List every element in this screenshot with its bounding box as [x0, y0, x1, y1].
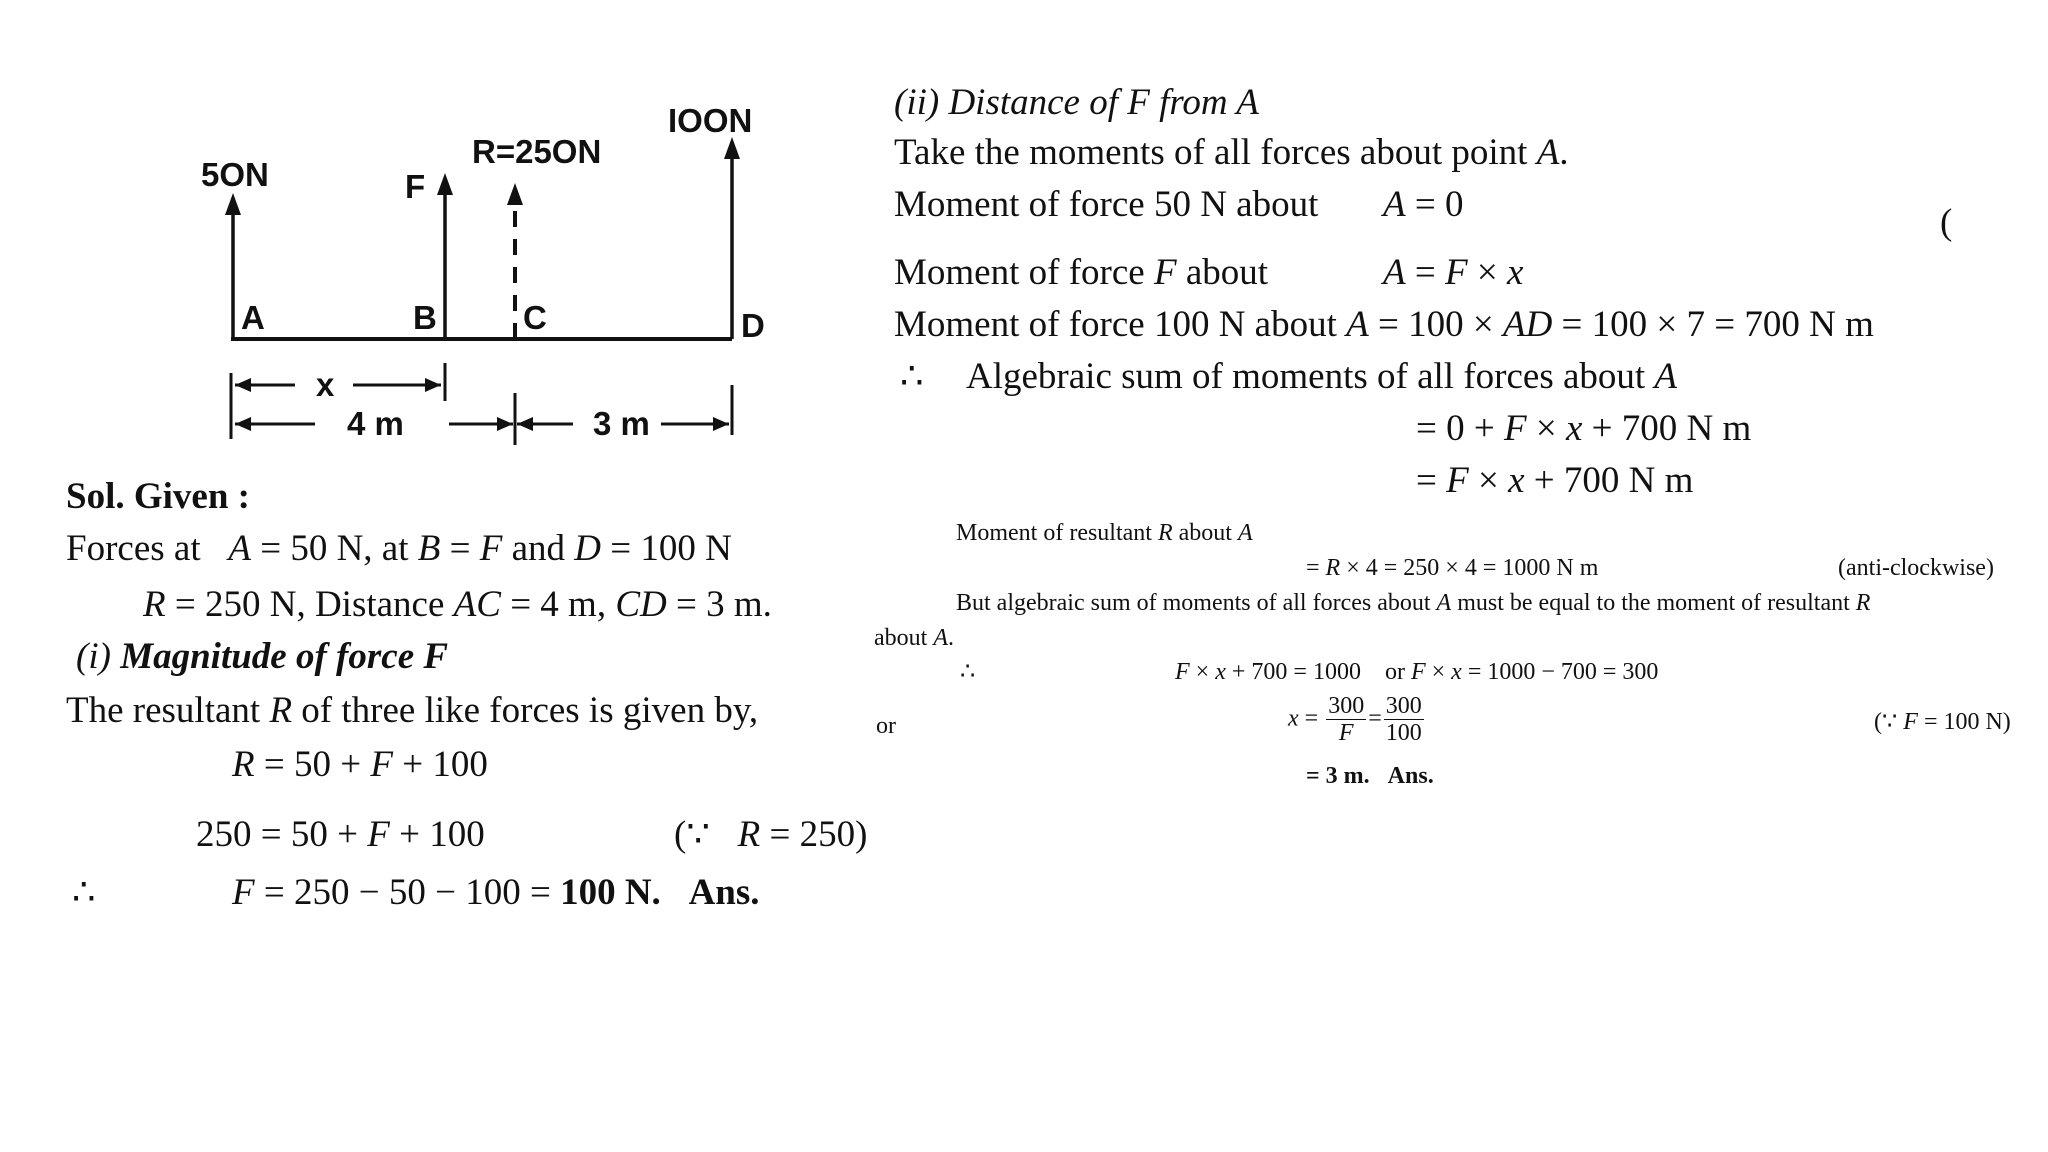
therefore-symbol-left: ∴ — [72, 872, 96, 913]
force-50-arrowhead — [225, 193, 241, 215]
frac1-numerator: 300 — [1328, 693, 1365, 719]
take-moments-end: . — [1559, 132, 1569, 173]
dim-4m-arrow-right — [497, 417, 513, 431]
final-eq: = 3 m. — [1306, 763, 1370, 789]
moment-res-pre: Moment of resultant — [956, 520, 1158, 546]
about-end: . — [948, 625, 954, 651]
x-symbol: x — [1288, 705, 1299, 732]
moment-f-label — [894, 254, 1268, 291]
forces-line — [66, 530, 732, 567]
point-c-label: C — [523, 299, 547, 336]
forces-and: and — [502, 528, 575, 569]
force-diagram — [195, 95, 780, 455]
eq-x2: x — [1451, 659, 1462, 685]
frac2-numerator: 300 — [1385, 693, 1422, 719]
eq3-mid: = 250 − 50 − 100 = — [254, 872, 561, 913]
therefore-symbol-small: ∴ — [960, 659, 976, 685]
mf-f: F — [1444, 252, 1468, 293]
point-d-label: D — [741, 307, 765, 344]
cd-symbol: CD — [615, 584, 667, 625]
moment-100-line — [894, 306, 1874, 343]
because-f-note — [1874, 710, 2011, 734]
point-b-label: B — [413, 299, 437, 336]
point-a-label: A — [241, 299, 265, 336]
force-f-arrowhead — [437, 173, 453, 195]
frac-eq: = — [1368, 705, 1382, 732]
frac1-denominator: F — [1338, 720, 1354, 747]
moment-res-a: A — [1237, 520, 1253, 546]
about-a-line — [874, 626, 954, 650]
res-calc-pre: = — [1306, 555, 1326, 581]
resultant-pre: The resultant — [66, 690, 270, 731]
m100-ad: AD — [1502, 304, 1553, 345]
resultant-distance-line — [143, 586, 772, 623]
eq2-r-val: = 250) — [760, 814, 868, 855]
part-ii-heading — [894, 84, 1259, 121]
eq-f2: F — [1410, 659, 1426, 685]
mf-a: A — [1383, 252, 1406, 293]
final-result — [1306, 764, 1434, 788]
moment-50-value — [1383, 186, 1463, 223]
eq3-f: F — [232, 872, 255, 913]
therefore-symbol-right: ∴ — [900, 356, 924, 397]
res-calc-end: × 4 = 250 × 4 = 1000 N m — [1340, 555, 1599, 581]
forces-b: B — [417, 528, 441, 569]
eq2-f: F — [367, 814, 390, 855]
forces-f: F — [479, 528, 503, 569]
part-i-title: Magnitude of force F — [120, 636, 449, 677]
because-f-pre: (∵ — [1874, 709, 1904, 735]
resultant-post: of three like forces is given by, — [292, 690, 759, 731]
eq3-answer: 100 N. — [560, 872, 661, 913]
alg-sum-a: A — [1654, 356, 1678, 397]
equation-3 — [232, 874, 760, 911]
eq2-r: R — [737, 814, 761, 855]
equation-2-because — [674, 816, 867, 853]
forces-b-eq: = — [440, 528, 480, 569]
or-label: or — [876, 713, 896, 739]
but-line-a: A — [1436, 590, 1452, 616]
dim-4m-arrow-left — [235, 417, 251, 431]
fraction-300-over-100 — [1384, 693, 1424, 747]
forces-d: D — [574, 528, 602, 569]
resultant-r: R — [269, 690, 293, 731]
ac-symbol: AC — [453, 584, 501, 625]
force-100-label: IOON — [668, 102, 753, 139]
forces-prefix: Forces at — [66, 528, 201, 569]
sum-eq2-times: × — [1468, 460, 1509, 501]
eq-mid: + 700 = 1000 — [1225, 659, 1361, 685]
because-f: F — [1903, 709, 1918, 735]
but-line-pre: But algebraic sum of moments of all forces about — [956, 590, 1437, 616]
moment-res-r: R — [1157, 520, 1173, 546]
eq-end: = 1000 − 700 = 300 — [1461, 659, 1659, 685]
equation-1 — [232, 746, 488, 783]
mf-label-f: F — [1153, 252, 1177, 293]
dim-x-arrow-right — [425, 378, 441, 392]
because-f-end: = 100 N) — [1917, 709, 2011, 735]
m50-val: = 0 — [1405, 184, 1464, 225]
sum-eq2-pre: = — [1416, 460, 1447, 501]
force-50-label: 5ON — [201, 156, 269, 193]
dim-x-arrow-left — [235, 378, 251, 392]
mf-x: x — [1506, 252, 1524, 293]
mf-label-post: about — [1176, 252, 1269, 293]
ac-value: = 4 m, — [500, 584, 616, 625]
moment-res-mid: about — [1172, 520, 1238, 546]
take-moments-a: A — [1536, 132, 1560, 173]
dim-3m-label: 3 m — [593, 405, 650, 442]
but-algebraic-line — [956, 591, 1870, 615]
eq1-r: R — [232, 744, 255, 785]
m50-a: A — [1383, 184, 1406, 225]
sum-eq1-x: x — [1565, 408, 1583, 449]
m100-mid: = 100 × — [1368, 304, 1503, 345]
x-fraction-equation — [1288, 693, 1426, 747]
eq-times2: × — [1425, 659, 1452, 685]
frac2-denominator: 100 — [1385, 720, 1422, 747]
sum-eq2-end: + 700 N m — [1524, 460, 1694, 501]
sum-eq1-end: + 700 N m — [1582, 408, 1752, 449]
eq2-because: (∵ — [674, 814, 710, 855]
sum-eq2-x: x — [1508, 460, 1525, 501]
equation-2 — [196, 816, 485, 853]
moment-resultant-line — [956, 521, 1253, 545]
eq-f: F — [1175, 659, 1190, 685]
final-answer: Ans. — [1387, 763, 1434, 789]
forces-a: A — [228, 528, 251, 569]
force-f-label: F — [405, 168, 426, 205]
eq1-mid: = 50 + — [254, 744, 371, 785]
dim-3m-arrow-right — [713, 417, 729, 431]
eq-times: × — [1189, 659, 1216, 685]
part-i-heading — [76, 638, 448, 675]
dim-4m-label: 4 m — [347, 405, 404, 442]
take-moments-line — [894, 134, 1569, 171]
sum-equation-2 — [1416, 462, 1693, 499]
sum-eq1-pre: = 0 + — [1416, 408, 1504, 449]
res-calc-r: R — [1325, 555, 1341, 581]
m100-a: A — [1346, 304, 1369, 345]
m100-pre: Moment of force 100 N about — [894, 304, 1347, 345]
part-ii-number: (ii) — [894, 82, 940, 123]
stray-paren: ( — [1940, 202, 1953, 243]
eq2-end: + 100 — [389, 814, 485, 855]
take-moments-pre: Take the moments of all forces about point — [894, 132, 1537, 173]
resultant-calc-line — [1306, 556, 1598, 580]
about-a: A — [933, 625, 948, 651]
m100-end: = 100 × 7 = 700 N m — [1552, 304, 1874, 345]
moment-50-label: Moment of force 50 N about — [894, 184, 1319, 225]
sum-equation-1 — [1416, 410, 1751, 447]
r-symbol: R — [143, 584, 166, 625]
but-line-r: R — [1855, 590, 1871, 616]
fraction-300-over-f — [1326, 693, 1366, 747]
mf-label-pre: Moment of force — [894, 252, 1154, 293]
forces-a-val: = 50 N, at — [250, 528, 418, 569]
moment-f-value — [1383, 254, 1523, 291]
force-100-arrowhead — [724, 137, 740, 159]
sum-eq1-f: F — [1503, 408, 1527, 449]
sum-eq2-f: F — [1446, 460, 1469, 501]
anticlockwise-note: (anti-clockwise) — [1838, 555, 1994, 581]
cd-value: = 3 m. — [666, 584, 772, 625]
dim-3m-arrow-left — [517, 417, 533, 431]
eq-or: or — [1384, 659, 1411, 685]
resultant-statement — [66, 692, 758, 729]
dim-x-label: x — [316, 366, 335, 403]
about-pre: about — [874, 625, 934, 651]
sol-given-heading: Sol. Given : — [66, 476, 250, 517]
r-line-text: = 250 N, Distance — [165, 584, 454, 625]
forces-d-val: = 100 N — [601, 528, 732, 569]
part-i-number: (i) — [76, 636, 111, 677]
mf-times: × — [1467, 252, 1507, 293]
x-eq: = — [1298, 705, 1325, 732]
resultant-arrowhead — [507, 183, 523, 205]
resultant-label: R=25ON — [472, 133, 602, 170]
part-ii-title: Distance of F from A — [948, 82, 1259, 123]
mf-eq: = — [1405, 252, 1445, 293]
but-line-post: must be equal to the moment of resultant — [1451, 590, 1856, 616]
eq1-f: F — [370, 744, 393, 785]
eq1-end: + 100 — [392, 744, 488, 785]
eq3-answer-label: Ans. — [688, 872, 760, 913]
sum-eq1-times: × — [1526, 408, 1566, 449]
f-x-equation — [1175, 660, 1658, 684]
eq2-left: 250 = 50 + — [196, 814, 368, 855]
alg-sum-pre: Algebraic sum of moments of all forces about — [966, 356, 1655, 397]
algebraic-sum-line — [966, 358, 1677, 395]
eq-x: x — [1215, 659, 1226, 685]
